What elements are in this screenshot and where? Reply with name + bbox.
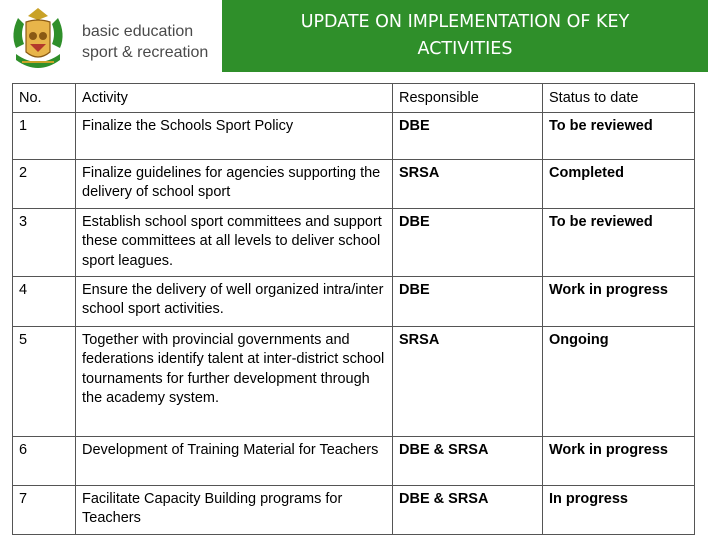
- header-responsible: Responsible: [393, 84, 543, 113]
- department-logo: [6, 4, 221, 76]
- row-status: Work in progress: [543, 436, 695, 485]
- row-responsible: DBE & SRSA: [393, 436, 543, 485]
- row-activity: Ensure the delivery of well organized intra/inter school sport activities.: [76, 276, 393, 326]
- row-responsible: SRSA: [393, 326, 543, 436]
- row-activity: Finalize the Schools Sport Policy: [76, 112, 393, 159]
- row-activity: Together with provincial governments and federations identify talent at inter-district school tournaments for further development through the academy system.: [76, 326, 393, 436]
- table-row: [13, 436, 695, 485]
- table-row: [13, 276, 695, 326]
- row-responsible: DBE: [393, 208, 543, 276]
- row-status: To be reviewed: [543, 208, 695, 276]
- table-row: [13, 326, 695, 436]
- row-status: Work in progress: [543, 276, 695, 326]
- table-row: [13, 208, 695, 276]
- activities-table: [12, 83, 695, 535]
- page-title-line-1: UPDATE ON IMPLEMENTATION OF KEY: [300, 12, 630, 32]
- table-row: [13, 159, 695, 208]
- row-responsible: DBE & SRSA: [393, 485, 543, 534]
- table-header-row: [13, 84, 695, 113]
- table-row: [13, 485, 695, 534]
- row-status: Completed: [543, 159, 695, 208]
- table-row: [13, 112, 695, 159]
- page-title-line-2: ACTIVITIES: [417, 39, 513, 59]
- row-activity: Development of Training Material for Teachers: [76, 436, 393, 485]
- row-number: 7: [13, 485, 76, 534]
- logo-line-1: basic education: [82, 23, 194, 40]
- coat-of-arms-icon: [6, 4, 70, 76]
- row-number: 5: [13, 326, 76, 436]
- row-number: 4: [13, 276, 76, 326]
- header-no: No.: [13, 84, 76, 113]
- row-responsible: DBE: [393, 112, 543, 159]
- row-number: 2: [13, 159, 76, 208]
- row-number: 1: [13, 112, 76, 159]
- row-number: 3: [13, 208, 76, 276]
- header-activity: Activity: [76, 84, 393, 113]
- row-status: To be reviewed: [543, 112, 695, 159]
- title-banner: [222, 0, 708, 72]
- row-status: Ongoing: [543, 326, 695, 436]
- logo-line-2: sport & recreation: [82, 44, 209, 61]
- row-responsible: DBE: [393, 276, 543, 326]
- row-status: In progress: [543, 485, 695, 534]
- row-number: 6: [13, 436, 76, 485]
- header-status: Status to date: [543, 84, 695, 113]
- row-activity: Facilitate Capacity Building programs for Teachers: [76, 485, 393, 534]
- row-activity: Finalize guidelines for agencies supporting the delivery of school sport: [76, 159, 393, 208]
- row-responsible: SRSA: [393, 159, 543, 208]
- row-activity: Establish school sport committees and support these committees at all levels to deliver school sport leagues.: [76, 208, 393, 276]
